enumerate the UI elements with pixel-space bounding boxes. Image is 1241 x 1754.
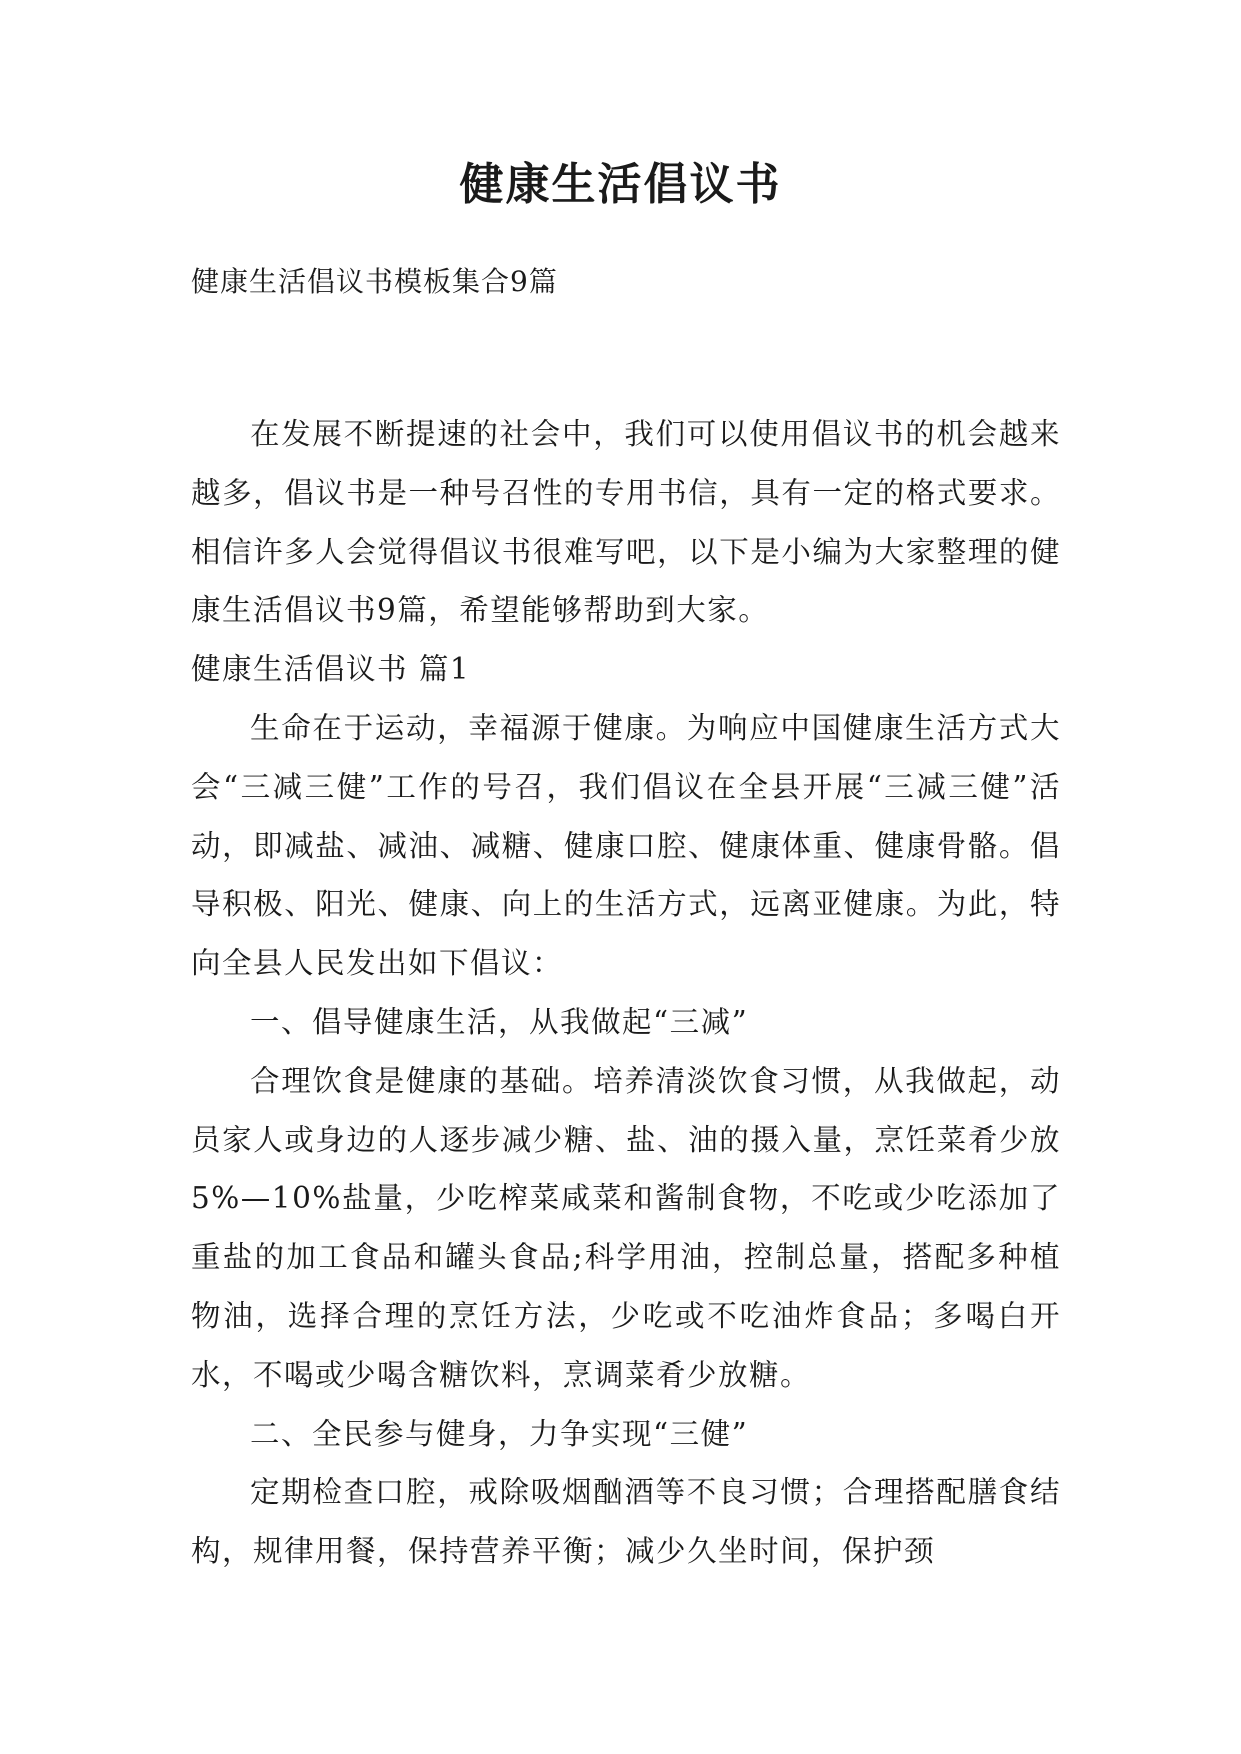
paragraph-diet: 合理饮食是健康的基础。培养清淡饮食习惯，从我做起，动员家人或身边的人逐步减少糖、盐、油的摄入量，烹饪菜肴少放5%—10%盐量，少吃榨菜咸菜和酱制食物，不吃或少吃添加了重盐的加工食品和罐头食品;科学用油，控制总量，搭配多种植物油，选择合理的烹饪方法，少吃或不吃油炸食品；多喝白开水，不喝或少喝含糖饮料，烹调菜肴少放糖。	[191, 1063, 1061, 1392]
paragraph-health-habits: 定期检查口腔，戒除吸烟酗酒等不良习惯；合理搭配膳食结构，规律用餐，保持营养平衡；减少久坐时间，保护颈	[191, 1475, 1061, 1569]
subheading-three-healths: 二、全民参与健身，力争实现“三健”	[250, 1416, 749, 1451]
subheading-three-reductions: 一、倡导健康生活，从我做起“三减”	[250, 1004, 749, 1039]
section-heading: 健康生活倡议书 篇1	[191, 652, 471, 687]
paragraph-initiative: 生命在于运动，幸福源于健康。为响应中国健康生活方式大会“三减三健”工作的号召，我们倡议在全县开展“三减三健”活动，即减盐、减油、减糖、健康口腔、健康体重、健康骨骼。倡导积极、阳光、健康、向上的生活方式，远离亚健康。为此，特向全县人民发出如下倡议：	[191, 710, 1061, 981]
document-subtitle: 健康生活倡议书模板集合9篇	[191, 265, 558, 298]
document-title: 健康生活倡议书	[459, 159, 782, 210]
document-body	[191, 405, 1061, 1581]
paragraph-intro: 在发展不断提速的社会中，我们可以使用倡议书的机会越来越多，倡议书是一种号召性的专用书信，具有一定的格式要求。相信许多人会觉得倡议书很难写吧，以下是小编为大家整理的健康生活倡议书9篇，希望能够帮助到大家。	[191, 417, 1061, 628]
